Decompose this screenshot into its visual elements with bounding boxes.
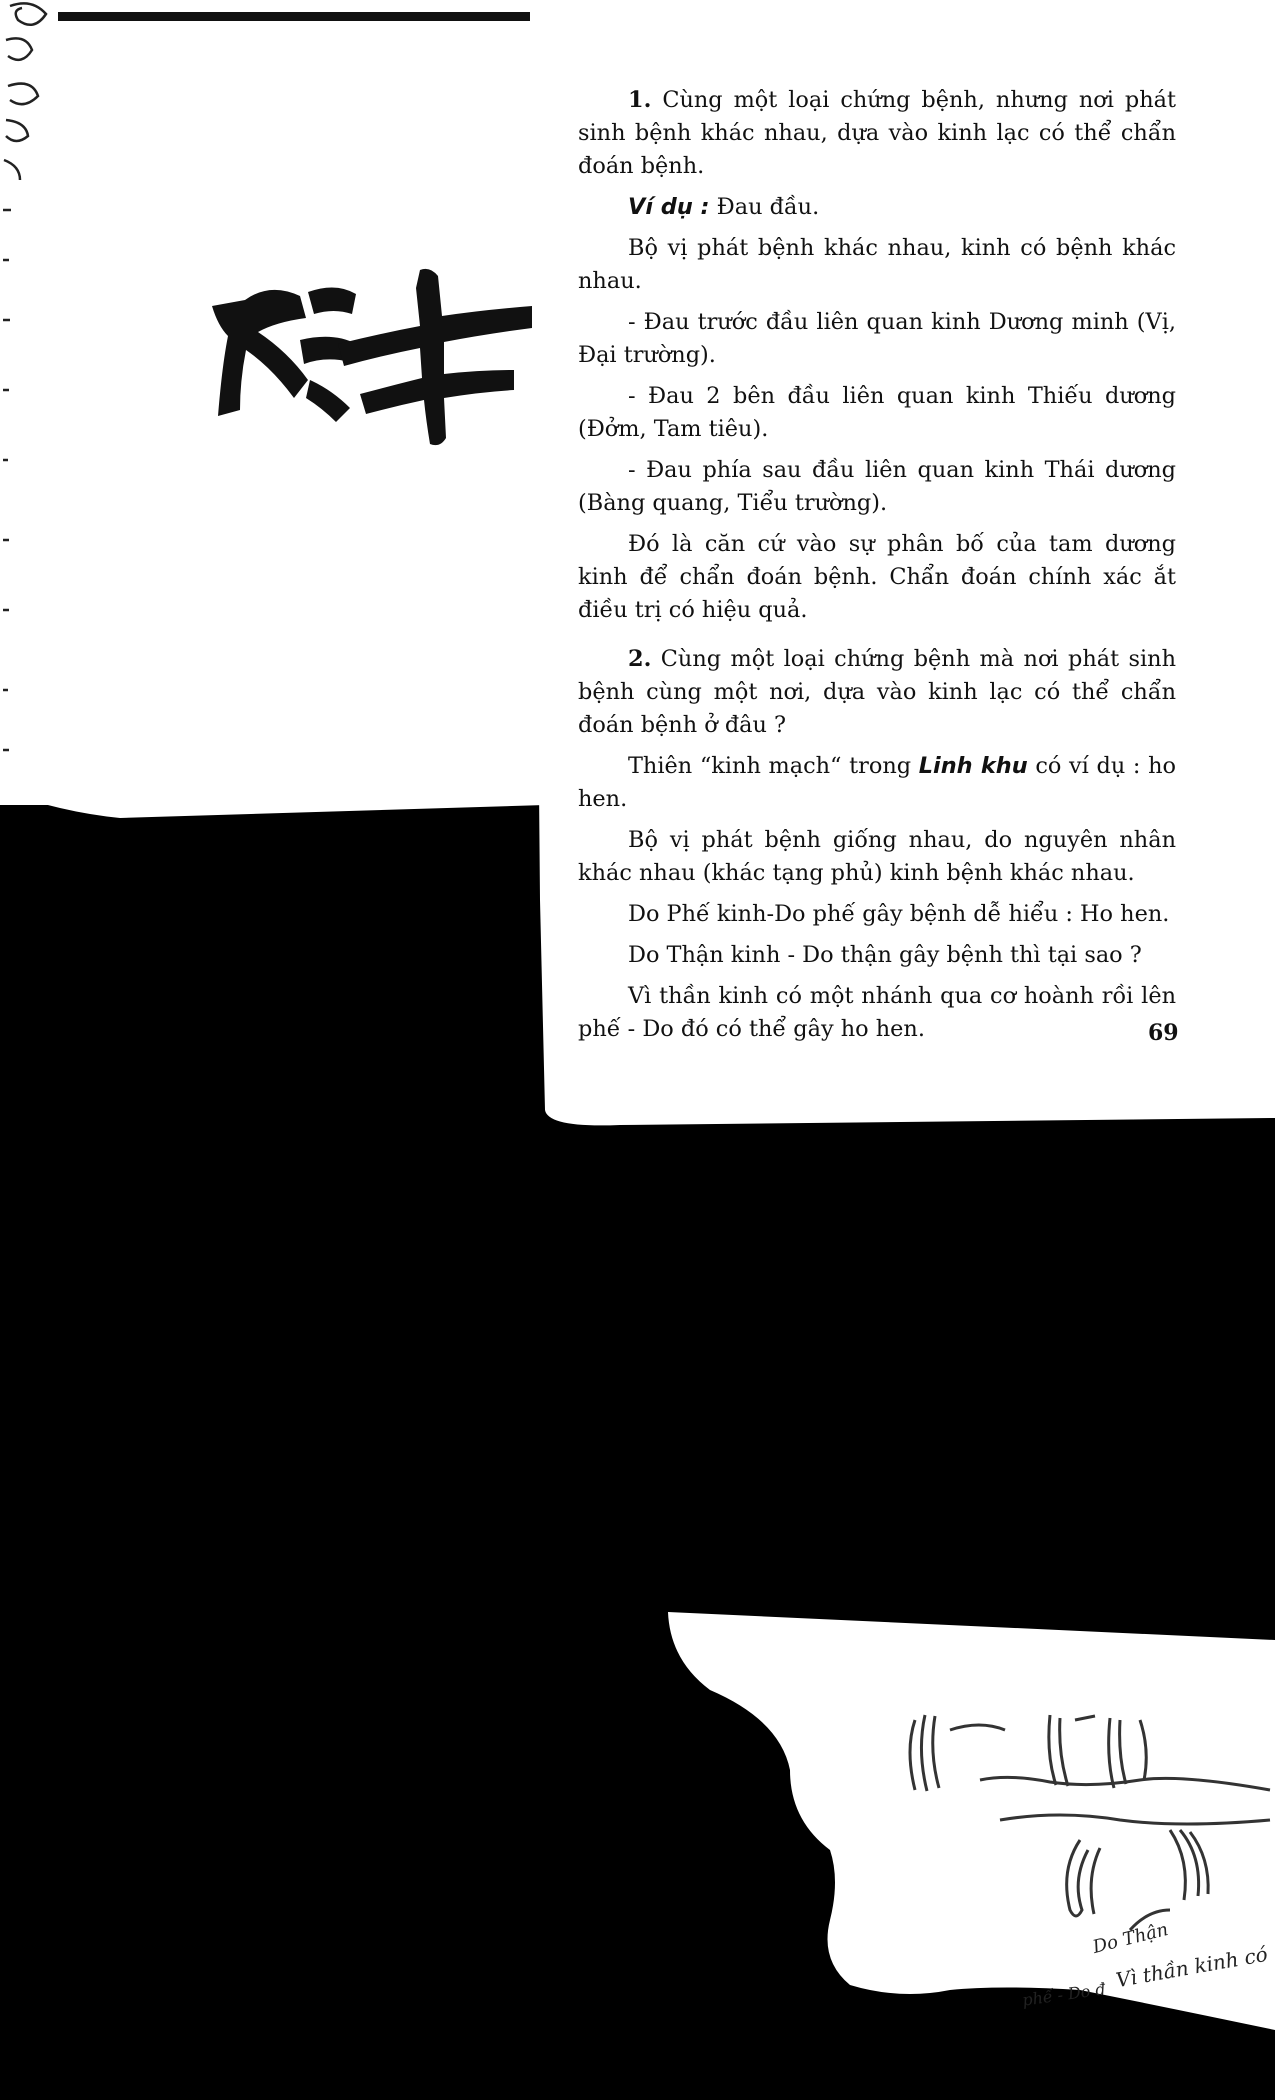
paragraph [578, 898, 1176, 931]
paragraph [578, 191, 1176, 224]
paragraph [578, 232, 1176, 298]
paragraph-text: - Đau 2 bên đầu liên quan kinh Thiếu dương (Đởm, Tam tiêu). [578, 383, 1176, 442]
example-label: Ví dụ : [628, 194, 710, 220]
paragraph-text: có ví dụ : ho hen. [578, 753, 1176, 812]
item-number: 2. [628, 646, 652, 672]
book-title: Linh khu [918, 753, 1028, 779]
paragraph-text: - Đau trước đầu liên quan kinh Dương minh (Vị, Đại trường). [578, 309, 1176, 368]
paragraph [578, 528, 1176, 627]
paragraph-text: Đau đầu. [709, 194, 820, 220]
paragraph [578, 939, 1176, 972]
mirror-line-2: Vì thần kinh có [1114, 1941, 1270, 1993]
calligraphy-art [212, 269, 532, 445]
paragraph-text: Thiên “kinh mạch“ trong [628, 753, 919, 779]
article-body [578, 84, 1176, 1054]
top-rule [58, 12, 530, 21]
item-number: 1. [628, 87, 652, 113]
paragraph-text: Do Phế kinh-Do phế gây bệnh dễ hiểu : Ho hen. [628, 901, 1170, 927]
mirror-line-1: Do Thận [1090, 1919, 1171, 1958]
page-number: 69 [1148, 1020, 1179, 1046]
paragraph-text: Đó là căn cứ vào sự phân bố của tam dương kinh để chẩn đoán bệnh. Chẩn đoán chính xác ắt điều trị có hiệu quả. [578, 531, 1176, 623]
paragraph [578, 980, 1176, 1046]
paragraph [578, 84, 1176, 183]
paragraph-text: Vì thần kinh có một nhánh qua cơ hoành rồi lên phế - Do đó có thể gây ho hen. [578, 983, 1176, 1042]
paragraph [578, 643, 1176, 742]
paragraph [578, 380, 1176, 446]
paragraph-text: Do Thận kinh - Do thận gây bệnh thì tại sao ? [628, 942, 1142, 968]
paragraph-text: Cùng một loại chứng bệnh mà nơi phát sinh bệnh cùng một nơi, dựa vào kinh lạc có thể chẩn đoán bệnh ở đâu ? [578, 646, 1176, 738]
ornament-border [3, 3, 46, 750]
paragraph [578, 824, 1176, 890]
paragraph-text: - Đau phía sau đầu liên quan kinh Thái dương (Bàng quang, Tiểu trường). [578, 457, 1176, 516]
paragraph [578, 750, 1176, 816]
paragraph [578, 454, 1176, 520]
paragraph-text: Bộ vị phát bệnh giống nhau, do nguyên nhân khác nhau (khác tạng phủ) kinh bệnh khác nhau. [578, 827, 1176, 886]
mirror-line-3: phế - Do đ [1021, 1979, 1107, 2010]
paragraph [578, 306, 1176, 372]
paragraph-text: Bộ vị phát bệnh khác nhau, kinh có bệnh khác nhau. [578, 235, 1176, 294]
paragraph-text: Cùng một loại chứng bệnh, nhưng nơi phát sinh bệnh khác nhau, dựa vào kinh lạc có thể chẩn đoán bệnh. [578, 87, 1176, 179]
